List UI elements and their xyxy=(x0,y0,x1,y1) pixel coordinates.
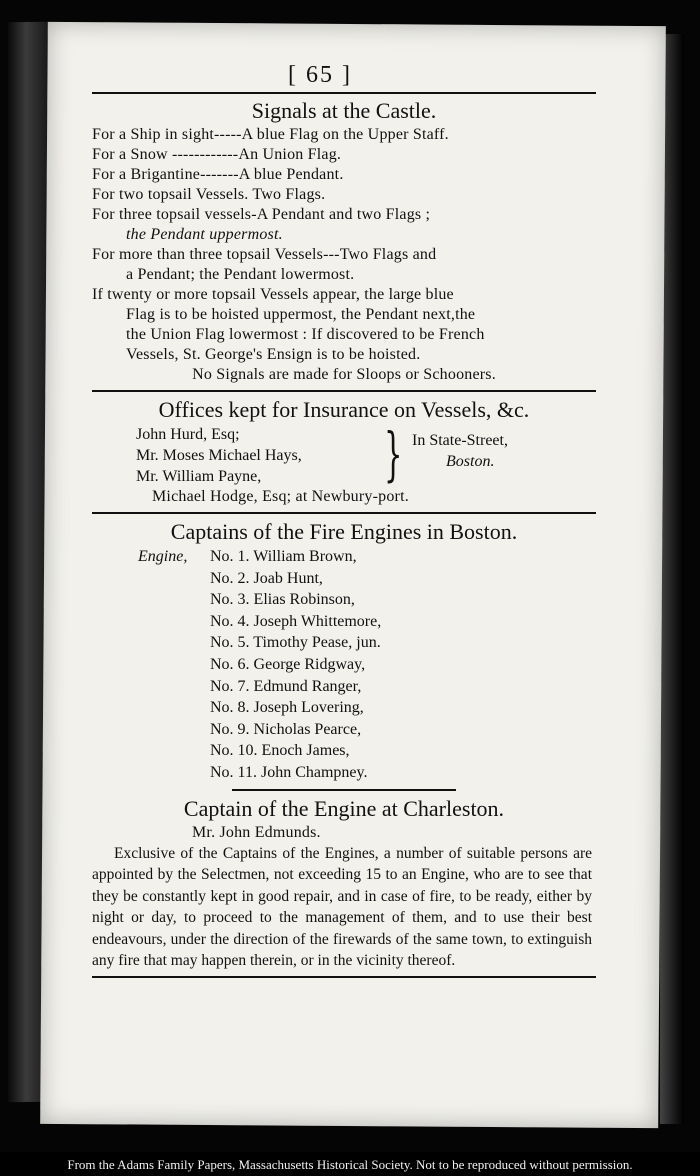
bottom-rule xyxy=(92,976,596,978)
insurance-address xyxy=(408,424,596,487)
insurance-section xyxy=(92,396,596,507)
engine-entry xyxy=(92,546,596,568)
engine-entry xyxy=(92,611,596,633)
signal-line: For two topsail Vessels. Two Flags. xyxy=(92,186,326,203)
engine-captain: No. 11. John Champney. xyxy=(210,763,368,781)
engine-entry xyxy=(92,589,596,611)
page-text xyxy=(92,92,596,982)
insurance-names xyxy=(136,424,376,487)
engine-captain: No. 9. Nicholas Pearce, xyxy=(210,720,362,738)
engine-captain: No. 2. Joab Hunt, xyxy=(210,569,323,587)
engine-captain: No. 4. Joseph Whittemore, xyxy=(210,612,382,630)
signal-line: the Pendant uppermost. xyxy=(126,226,283,243)
engine-entry xyxy=(92,568,596,590)
fire-engines-heading: Captains of the Fire Engines in Boston. xyxy=(170,519,518,544)
signal-line: If twenty or more topsail Vessels appear, the large blue xyxy=(92,286,454,303)
signals-section xyxy=(92,97,596,385)
signal-line: Vessels, St. George's Ensign is to be hoisted. xyxy=(126,346,421,363)
page-number: [ 65 ] xyxy=(288,62,352,88)
address-line: Boston. xyxy=(446,453,495,470)
insurance-name: Mr. William Payne, xyxy=(136,468,262,485)
engine-entry xyxy=(92,762,596,784)
section-rule xyxy=(92,512,596,514)
engine-entry xyxy=(92,654,596,676)
signal-line: a Pendant; the Pendant lowermost. xyxy=(126,266,355,283)
paragraph-text: Exclusive of the Captains of the Engines, a number of suitable persons are appointed by the Selectmen, not exceeding 15 to an Engine, who are to see that they be constantly kept in good repair, and in case of fire, to be ready, either by night or day, to proceed to the management of them, and to use their best endeavours, under the direction of the firewards of the same town, to extinguish any fire that may happen therein, or in the vicinity thereof. xyxy=(92,844,592,970)
signal-line: No Signals are made for Sloops or Schooners. xyxy=(192,366,496,383)
engine-captain: No. 7. Edmund Ranger, xyxy=(210,677,362,695)
signal-line: For a Snow ------------An Union Flag. xyxy=(92,146,342,163)
section-rule xyxy=(232,789,456,791)
engine-entry xyxy=(92,740,596,762)
insurance-heading: Offices kept for Insurance on Vessels, &c. xyxy=(158,397,530,422)
engine-captain: No. 10. Enoch James, xyxy=(210,742,350,760)
engine-captain: No. 8. Joseph Lovering, xyxy=(210,699,364,717)
insurance-extra: Michael Hodge, Esq; at Newbury-port. xyxy=(152,488,409,505)
signal-line: Flag is to be hoisted uppermost, the Pendant next,the xyxy=(126,306,476,323)
exclusive-paragraph xyxy=(92,843,596,972)
engine-captain: No. 3. Elias Robinson, xyxy=(210,591,355,609)
engine-entry xyxy=(92,697,596,719)
section-rule xyxy=(92,390,596,392)
signals-heading: Signals at the Castle. xyxy=(251,98,437,123)
engine-entry xyxy=(92,676,596,698)
engine-entry xyxy=(92,632,596,654)
signal-line: For a Brigantine-------A blue Pendant. xyxy=(92,166,344,183)
engine-label: Engine, xyxy=(138,548,188,565)
insurance-name: Mr. Moses Michael Hays, xyxy=(136,447,302,464)
charleston-section xyxy=(92,795,596,972)
engine-captain: No. 1. William Brown, xyxy=(210,548,357,565)
signal-line: the Union Flag lowermost : If discovered to be French xyxy=(126,326,485,343)
signal-line: For more than three topsail Vessels---Two Flags and xyxy=(92,246,437,263)
address-line: In State-Street, xyxy=(412,432,508,449)
top-rule xyxy=(92,92,596,94)
charleston-heading: Captain of the Engine at Charleston. xyxy=(183,795,505,821)
engine-captain: No. 5. Timothy Pease, jun. xyxy=(210,634,381,652)
permission-footer: From the Adams Family Papers, Massachusetts Historical Society. Not to be reproduced without permission. xyxy=(67,1157,633,1172)
brace-glyph: } xyxy=(384,420,403,488)
signal-line: For a Ship in sight-----A blue Flag on the Upper Staff. xyxy=(92,126,449,143)
engine-entry xyxy=(92,719,596,741)
engine-captain: No. 6. George Ridgway, xyxy=(210,655,366,673)
insurance-offices xyxy=(92,420,596,488)
insurance-name: John Hurd, Esq; xyxy=(136,426,240,443)
signal-line: For three topsail vessels-A Pendant and two Flags ; xyxy=(92,206,431,223)
fire-engines-section xyxy=(92,518,596,784)
charleston-captain: Mr. John Edmunds. xyxy=(192,823,321,841)
